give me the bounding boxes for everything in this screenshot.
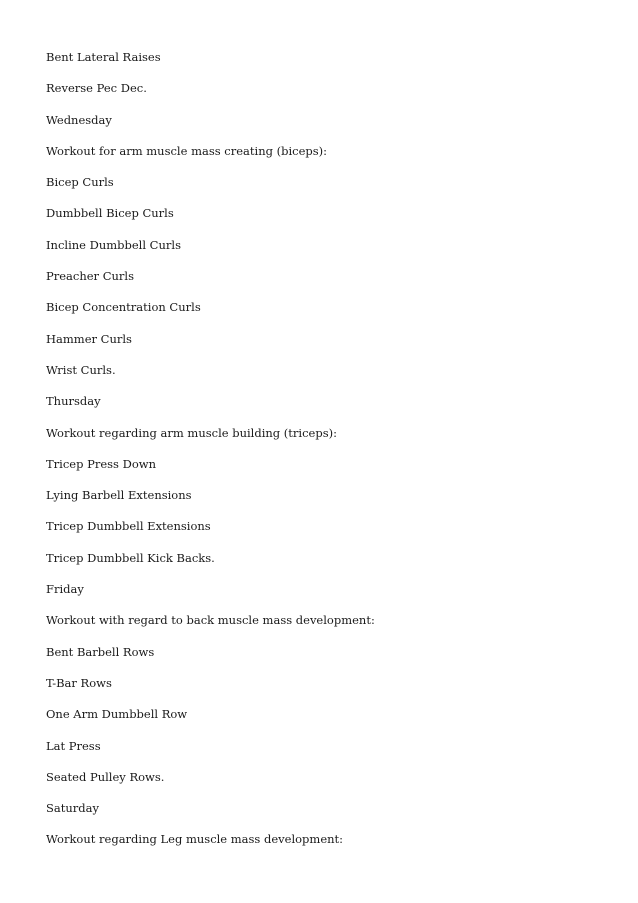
workout-heading: Workout regarding arm muscle building (triceps):: [46, 425, 337, 440]
workout-heading: Workout with regard to back muscle mass development:: [46, 613, 375, 628]
workout-heading: Workout for arm muscle mass creating (biceps):: [46, 143, 328, 158]
text-line: Dumbbell Bicep Curls: [46, 206, 174, 221]
text-line: Seated Pulley Rows.: [46, 769, 165, 784]
text-line: Reverse Pec Dec.: [46, 81, 147, 96]
text-line: Bicep Concentration Curls: [46, 300, 201, 315]
text-line: Tricep Press Down: [46, 456, 157, 471]
text-line: Tricep Dumbbell Extensions: [46, 519, 211, 534]
text-line: One Arm Dumbbell Row: [46, 707, 188, 722]
workout-heading: Workout regarding Leg muscle mass development:: [46, 832, 344, 847]
text-line: Tricep Dumbbell Kick Backs.: [46, 550, 215, 565]
text-line: Hammer Curls: [46, 331, 132, 346]
text-line: Bent Barbell Rows: [46, 644, 155, 659]
document-text: [46, 48, 375, 862]
day-heading: Wednesday: [46, 112, 112, 127]
text-line: Bicep Curls: [46, 175, 114, 190]
day-heading: Saturday: [46, 801, 99, 816]
text-line: Preacher Curls: [46, 269, 134, 284]
text-line: T-Bar Rows: [46, 675, 112, 690]
day-heading: Friday: [46, 582, 84, 597]
text-line: Bent Lateral Raises: [46, 50, 161, 64]
text-line: Lying Barbell Extensions: [46, 488, 192, 503]
day-heading: Thursday: [46, 394, 101, 409]
text-line: Incline Dumbbell Curls: [46, 237, 181, 252]
text-line: Wrist Curls.: [46, 362, 116, 377]
text-line: Lat Press: [46, 738, 101, 753]
